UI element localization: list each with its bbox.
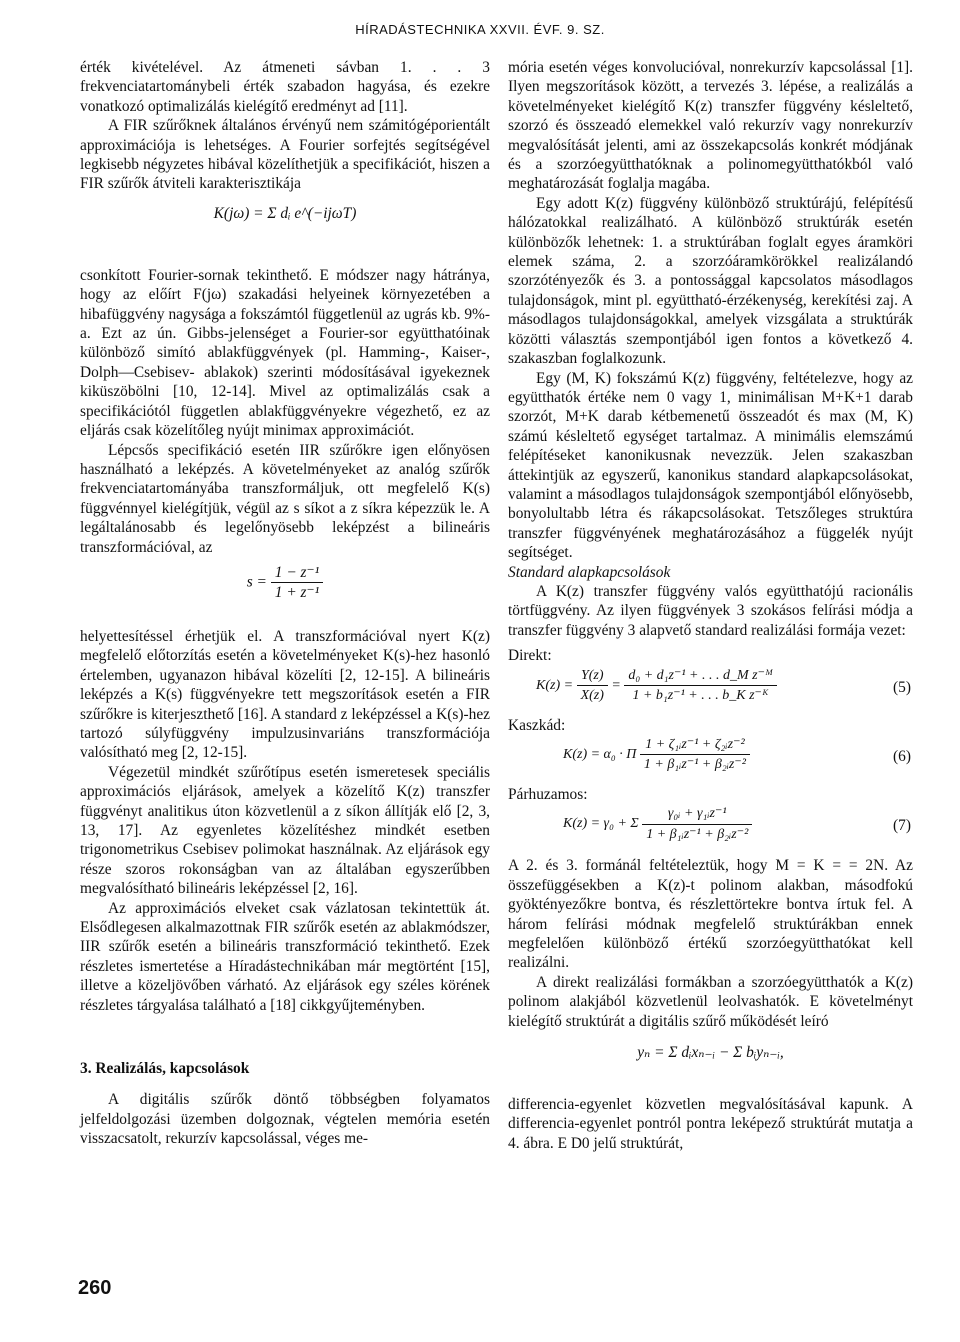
bilinear-fraction bbox=[271, 563, 324, 603]
right-paragraph-4: A K(z) transzfer függvény valós együtthatójú racionális törtfüggvény. Az ilyen függvények 3 szokásos felírási módja a transzfer függvény 3 alapvető standard realizálási formája vezet: bbox=[508, 582, 913, 639]
subheading-standard: Standard alapkapcsolások bbox=[508, 563, 671, 581]
left-paragraph-4: Lépcsős specifikáció esetén IIR szűrőkre igen előnyösen használható a leképzés. A követelményeket az analóg szűrők frekvenciatartományába transzformáljuk, ott megfelelő K(s) függvénnyel kielégítjük, végül az s síkot a z síkra képezzük le. A legáltalánosabb és legelőnyösebb leképzést a bilineáris transzformációval, az bbox=[80, 441, 490, 556]
label-direct: Direkt: bbox=[508, 647, 552, 665]
fir-equation bbox=[80, 194, 490, 266]
left-paragraph-3: csonkított Fourier-sornak tekinthető. E módszer nagy hátránya, hogy az előírt F(jω) szakadási helyeinek környezetében a hibafüggvény nagysága a fokszámtól függetlenül az ugrás kb. 9%-a. Ezt az ún. Gibbs-jelenséget a Fourier-sor együtthatóinak különböző simító ablakfüggvények (pl. Hamming-, Kaiser-, Dolph—Csebisev- ablakok) szerinti módosításával igyekeznek kiküszöbölni [10, 12-14]. Mivel az optimalizálás csak a specifikációtól független ablakfüggvényekre végezhető, ez az eljárás csak közelítőleg nyújt minimax approximációt. bbox=[80, 266, 490, 440]
eq5-num: d₀ + d₁z⁻¹ + . . . d_M z⁻ᴹ bbox=[624, 666, 777, 686]
right-paragraph-5: A 2. és 3. formánál feltételeztük, hogy M = K = = 2N. Az összefüggésekben a K(z)-t polinom alakban, másodfokú gyöktényezőkre bontva, és részlettörtekre bontva írtuk fel. A három felírási módnak megfelelő struktúrákban ennek megfelelően különböző értékű szorzóegyütthatókat kell realizálni. bbox=[508, 857, 913, 972]
difference-equation-text: yₙ = Σ dᵢxₙ₋ᵢ − Σ bᵢyₙ₋ᵢ, bbox=[637, 1044, 784, 1062]
equation-7 bbox=[508, 804, 913, 848]
section-title: 3. Realizálás, kapcsolások bbox=[80, 1060, 250, 1078]
right-paragraph-1: mória esetén véges konvolucióval, nonrekurzív kapcsolással [1]. Ilyen megszorítások között, a tervezés 3. lépése, a realizálás a követelményeket kielégítő K(z) transzfer függvény késleltető, szorzó és összeadó elemekkel való rekurzív vagy nonrekurzív megvalósítását jelenti, ami az összekapcsolás konkrét módjának és a szorzóegyütthatóknak a polinomegyütthatókból való meghatározását foglalja magába. bbox=[508, 59, 913, 193]
equation-5 bbox=[508, 666, 913, 710]
eq7-label: (7) bbox=[893, 817, 911, 835]
eq6-lhs: K(z) = α₀ · Π bbox=[563, 747, 637, 763]
left-column bbox=[80, 58, 490, 1149]
label-cascade: Kaszkád: bbox=[508, 716, 566, 734]
eq5-lhs: K(z) = bbox=[536, 677, 574, 693]
fir-equation-text: K(jω) = Σ dᵢ e^(−ijωT) bbox=[213, 204, 357, 222]
right-paragraph-2: Egy adott K(z) függvény különböző struktúrájú, felépítésű hálózatokkal realizálható. A különböző struktúrák esetén különbözők lehetnek: 1. a struktúrában foglalt egyes áramköri elemek száma, 2. a szorzóáramkörökkel realizálandó szorzótényezők és 3. a pontossággal kapcsolatos másodlagos tulajdonságok, mint pl. együttható-érzékenység, kerekítési zaj. A másodlagos tulajdonságokkal, amelyek vizsgálata a struktúrák közötti választás szempontjából igen fontos a következő 4. szakaszban foglalkozunk. bbox=[508, 194, 913, 368]
left-paragraph-2: A FIR szűrőknek általános érvényű nem számitógéporientált approximációja is lehetséges. A Fourier sorfejtés segítségével legkisebb négyzetes hibával közelíthetjük a specifikációt, hiszen a FIR szűrők átviteli karakterisztikája bbox=[80, 117, 490, 193]
right-paragraph-7: differencia-egyenlet közvetlen megvalósításával kapunk. A differencia-egyenlet pontról pontra leképező struktúrát mutatja a 4. ábra. E D0 jelű struktúrát, bbox=[508, 1096, 913, 1152]
right-paragraph-3: Egy (M, K) fokszámú K(z) függvény, feltételezve, hogy az együtthatók értéke nem 0 vagy 1, minimálisan M+K+1 darab szorzót, M+K darab kétbemenetű összeadót és max (M, K) számú késleltető egységet tartalmaz. A minimális elemszámú felépítéseket kanonikusnak nevezzük. Jelen szakaszban áttekintjük az egyszerű, kanonikus standard alapkapcsolásokat, valamint a másodlagos tulajdonságok szempontjából előnyösebb, bonyolultabb létra és rákapcsolásokat. Tetszőleges struktúra transzfer függvényének meghatározásához a függelék nyújt segítséget. bbox=[508, 369, 913, 562]
running-header: HÍRADÁSTECHNIKA XXVII. ÉVF. 9. SZ. bbox=[355, 22, 605, 37]
equation-6 bbox=[508, 735, 913, 779]
left-paragraph-6: Végezetül mindkét szűrőtípus esetén ismeretesek speciális approximációs eljárások, amelyek a közelítő K(z) transzfer függvényt analitikus úton közvetlenül a z síkon állítják elő [2, 3, 13, 17]. Az egyenletes közelítéshez mindkét esetben trigonometrikus Csebisev polimokat használnak. Az eljárások egy része szoros rokonságban van az általában egyszerűbben megvalósítható bilineáris leképzéssel [2, 16]. bbox=[80, 763, 490, 898]
bilinear-equation bbox=[80, 557, 490, 627]
eq6-den: 1 + β₁ᵢz⁻¹ + β₂ᵢz⁻² bbox=[643, 757, 746, 773]
eq7-fraction bbox=[642, 804, 752, 844]
label-parallel: Párhuzamos: bbox=[508, 786, 588, 803]
page-number: 260 bbox=[78, 1277, 112, 1299]
eq6-num: 1 + ζ₁ᵢz⁻¹ + ζ₂ᵢz⁻² bbox=[640, 735, 750, 755]
eq7-num: γ₀ᵢ + γ₁ᵢz⁻¹ bbox=[642, 804, 752, 824]
left-paragraph-7: Az approximációs elveket csak vázlatosan tekintettük át. Elsődlegesen alkalmazottnak FIR szűrők esetén az ablakmódszer, IIR szűrők esetén a bilineáris transzformáció tekinthető. Ezek részletes ismertetése a Híradástechnikában már megtörtént [15], illetve a közeljövőben várható. Az eljárások egy széles körének részletes tárgyalása található a [18] cikkgyűjteményben. bbox=[80, 899, 490, 1014]
right-paragraph-6: A direkt realizálási formákban a szorzóegyütthatók a K(z) polinom alakjából közvetlenül leolvashatók. E követelményt kielégítő struktúrát a digitális szűrő működését leíró bbox=[508, 973, 913, 1030]
bilinear-lhs: s = bbox=[246, 573, 267, 591]
right-column bbox=[508, 58, 913, 1153]
eq5-ratio-den: X(z) bbox=[580, 688, 604, 703]
left-paragraph-5: helyettesítéssel érhetjük el. A transzformációval nyert K(z) megfelelő előtorzítás esetén a követelményeket K(s)-hez hasonló értelemben, ugyanazon hibával közelíti [2, 12-15]. A bilineáris leképzés a K(s) függvényekre tett megszorítások esetén a FIR szűrőkre is kiterjeszthető [16]. A standard z leképzéssel a K(s)-hez tartozó súlyfüggvény impulzusinvariáns transzformációja valósítható meg [2, 12-15]. bbox=[80, 627, 490, 762]
eq5-ratio bbox=[577, 666, 608, 706]
eq5-label: (5) bbox=[893, 678, 911, 696]
eq5-fraction bbox=[624, 666, 777, 706]
left-paragraph-8: A digitális szűrők döntő többségben folyamatos jelfeldolgozási üzemben dolgoznak, végtelen memória esetén visszacsatolt, rekurzív kapcsolással, véges me- bbox=[80, 1091, 490, 1148]
eq6-label: (6) bbox=[893, 748, 911, 765]
left-paragraph-1: érték kivételével. Az átmeneti sávban 1. . . 3 frekvenciatartománybeli érték szabadon hagyása, és ezekre vonatkozó optimalizálás kielégítő eredményt ad [11]. bbox=[80, 59, 490, 115]
difference-equation bbox=[508, 1031, 913, 1095]
bilinear-numerator: 1 − z⁻¹ bbox=[271, 563, 324, 583]
eq5-den: 1 + b₁z⁻¹ + . . . b_K z⁻ᴷ bbox=[632, 688, 769, 703]
eq5-ratio-num: Y(z) bbox=[577, 666, 608, 686]
eq5-equals: = bbox=[611, 677, 621, 693]
eq7-den: 1 + β₁ᵢz⁻¹ + β₂ᵢz⁻² bbox=[646, 826, 749, 842]
bilinear-denominator: 1 + z⁻¹ bbox=[274, 584, 320, 602]
eq6-fraction bbox=[640, 735, 750, 775]
eq7-lhs: K(z) = γ₀ + Σ bbox=[563, 816, 639, 832]
